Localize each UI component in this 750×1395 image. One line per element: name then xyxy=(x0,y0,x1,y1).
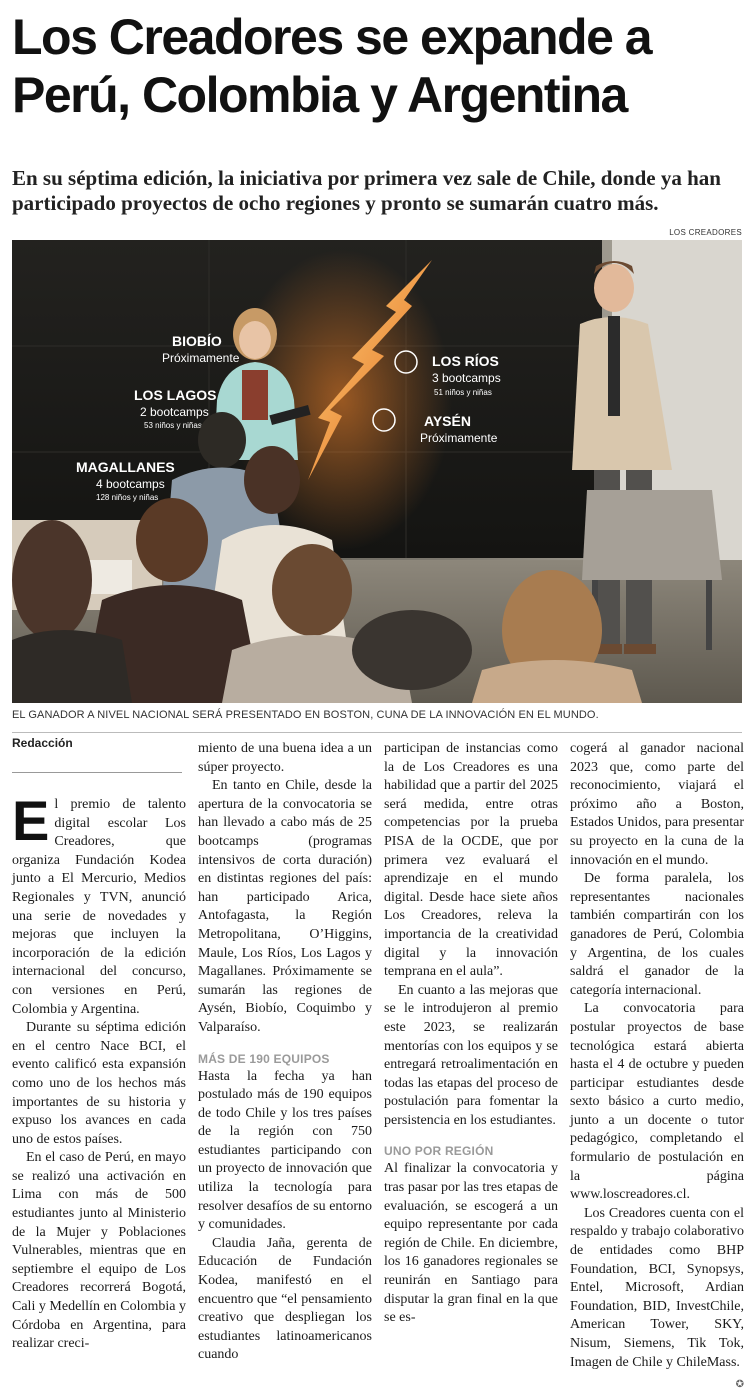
paragraph: Claudia Jaña, gerenta de Educación de Fundación Kodea, manifestó en el encuentro que “el pensamiento creativo que despliegan los estudiantes latinoamericanos cuando xyxy=(198,1235,372,1363)
screen-loslagos-sub: 2 bootcamps xyxy=(140,405,209,419)
photo-illustration xyxy=(12,240,742,703)
column-4 xyxy=(570,740,744,1391)
column-2 xyxy=(198,740,372,1370)
photo-caption: EL GANADOR A NIVEL NACIONAL SERÁ PRESENTADO EN BOSTON, CUNA DE LA INNOVACIÓN EN EL MUNDO. xyxy=(12,709,599,721)
screen-losrios: LOS RÍOS xyxy=(432,353,499,369)
screen-loslagos-kids: 53 niños y niñas xyxy=(144,421,202,430)
paragraph: Hasta la fecha ya han postulado más de 190 equipos de todo Chile y los tres países de la región con 750 estudiantes participando con un proyecto de innovación que utiliza la tecnología para resolver desafíos de su entorno y comunidades. xyxy=(198,1068,372,1233)
column-3 xyxy=(384,740,558,1370)
paragraph: miento de una buena idea a un súper proyecto. xyxy=(198,741,372,775)
headline-line-1: Los Creadores se expande a xyxy=(12,9,652,65)
screen-aysen-sub: Próximamente xyxy=(420,431,498,445)
screen-biobio-sub: Próximamente xyxy=(162,351,240,365)
divider xyxy=(12,732,742,733)
subhead: MÁS DE 190 EQUIPOS xyxy=(198,1051,330,1066)
photo-credit: LOS CREADORES xyxy=(669,228,742,237)
paragraph-text: Los Creadores cuenta con el respaldo y trabajo colaborativo de entidades como BHP Foundation, BCI, Synopsys, Entel, Microsoft, Ardian Foundation, BID, InvestChile, American Tower, SKY, Nisum, Siemens, Tik Tok, Imagen de Chile y ChileMass. xyxy=(570,1205,744,1370)
screen-magallanes: MAGALLANES xyxy=(76,459,175,475)
paragraph: En el caso de Perú, en mayo se realizó una activación en Lima con más de 500 estudiantes junto al Ministerio de la Mujer y Poblaciones Vulnerables, mientras que en septiembre el equipo de Los Creadores recorrerá Bogotá, Cali y Medellín en Colombia y Córdoba en Argentina, para realizar creci- xyxy=(12,1150,186,1352)
screen-losrios-kids: 51 niños y niñas xyxy=(434,388,492,397)
article-body xyxy=(12,740,744,1391)
screen-aysen: AYSÉN xyxy=(424,413,471,429)
paragraph: Durante su séptima edición en el centro Nace BCI, el evento calificó esta expansión como uno de los hechos más importantes de su historia y expuso los avances en cada uno de estos países. xyxy=(12,1020,186,1147)
screen-magallanes-sub: 4 bootcamps xyxy=(96,477,165,491)
dropcap: E xyxy=(12,789,50,852)
paragraph: participan de instancias como la de Los Creadores es una habilidad que a partir del 2025 será medida, entre otras competencias por la prueba PISA de la OCDE, que por primera vez evaluará el aprendizaje en el mundo digital. Desde hace siete años Los Creadores, releva la importancia de la creatividad digital y la innovación temprana en el aula”. xyxy=(384,741,558,980)
paragraph: En cuanto a las mejoras que se le introdujeron al premio este 2023, se realizarán mentorías con los equipos y se entregará retroalimentación en todas las etapas del proceso de postulación para fomentar la persistencia en los estudiantes. xyxy=(384,982,558,1128)
screen-loslagos: LOS LAGOS xyxy=(134,387,217,403)
paragraph: En tanto en Chile, desde la apertura de la convocatoria se han llevado a cabo más de 25 bootcamps (programas intensivos de corta duración) en distintas regiones del país: han participado Arica, Antofagasta, la Región Metropolitana, O’Higgins, Maule, Los Ríos, Los Lagos y Magallanes. Próximamente se sumarán las regiones de Aysén, Biobío, Coquimbo y Valparaíso. xyxy=(198,778,372,1035)
paragraph: La convocatoria para postular proyectos de base tecnológica estará abierta hasta el 4 de octubre y pueden participar estudiantes desde sexto básico a curto medio, junto a un docente o tutor pedagógico, completando el formulario de postulación en la página www.loscreadores.cl. xyxy=(570,1001,744,1203)
paragraph xyxy=(570,1205,744,1391)
paragraph xyxy=(12,789,186,1019)
screen-magallanes-kids: 128 niños y niñas xyxy=(96,493,159,502)
headline-line-2: Perú, Colombia y Argentina xyxy=(12,67,627,123)
paragraph-text: l premio de talento digital escolar Los Creadores, que organiza Fundación Kodea junto a El Mercurio, Medios Regionales y TVN, anunció una serie de novedades y mejoras que incluyen la incorporación de la edición internacional del concurso, con versiones en Perú, Colombia y Argentina. xyxy=(12,797,186,1017)
screen-losrios-sub: 3 bootcamps xyxy=(432,371,501,385)
paragraph: Al finalizar la convocatoria y tras pasar por las tres etapas de evaluación, se escogerá a un equipo representante por cada región de Chile. En diciembre, los 16 ganadores regionales se reunirán en Santiago para disputar la gran final en la que se es- xyxy=(384,1161,558,1326)
byline: Redacción xyxy=(12,736,73,750)
screen-biobio: BIOBÍO xyxy=(172,333,222,349)
article-photo xyxy=(12,240,742,703)
paragraph: cogerá al ganador nacional 2023 que, como parte del reconocimiento, viajará el próximo año a Boston, Estados Unidos, para presentar su proyecto en la cuna de la innovación en el mundo. xyxy=(570,741,744,868)
headline xyxy=(12,8,742,124)
column-1 xyxy=(12,740,186,1370)
paragraph: De forma paralela, los representantes nacionales también compartirán con los ganadores de Perú, Colombia y Argentina, de los cuales saldrá el ganador de la categoría internacional. xyxy=(570,871,744,998)
subhead: UNO POR REGIÓN xyxy=(384,1144,494,1159)
end-mark-icon: ✪ xyxy=(735,1379,744,1391)
deck-subtitle: En su séptima edición, la iniciativa por primera vez sale de Chile, donde ya han participado proyectos de ocho regiones y pronto se sumarán cuatro más. xyxy=(12,166,721,215)
